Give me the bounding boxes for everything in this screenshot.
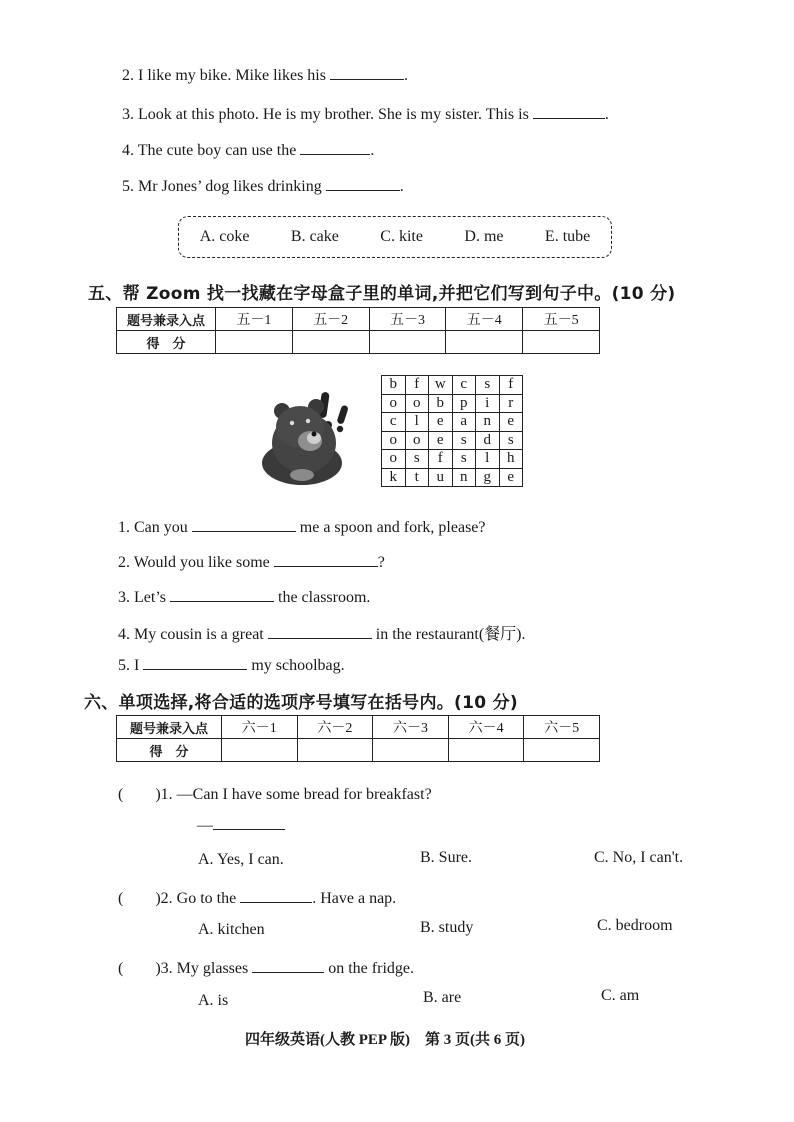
item-text: I [134,657,140,674]
item-punct: . [399,178,404,195]
letter-grid [381,375,523,487]
score-col-2: 六－2 [297,716,373,739]
question-text: . Have a nap. [312,890,397,907]
item-text: my schoolbag. [251,657,345,674]
s6-q1-reply [197,815,285,835]
grid-cell[interactable]: s [499,431,523,450]
item-number: 4. [118,626,130,643]
q1-choice-a[interactable]: A. Yes, I can. [198,851,284,868]
question-number: 3. [160,960,173,977]
item-text: the classroom. [278,589,371,606]
section6-score-table [116,715,600,762]
grid-cell[interactable]: w [429,376,453,395]
grid-cell[interactable]: h [499,450,523,469]
grid-cell[interactable]: o [405,394,429,413]
answer-parentheses[interactable]: ( ) [118,786,161,803]
answer-blank[interactable] [274,552,378,567]
item-text: Mr Jones’ dog likes drinking [138,178,322,195]
answer-blank[interactable] [300,140,370,155]
item-text: I like my bike. Mike likes his [138,67,326,84]
answer-blank[interactable] [326,176,400,191]
grid-cell[interactable]: s [452,431,476,450]
s6-question-2 [118,885,396,908]
item-number: 3. [118,589,130,606]
item-number: 4. [122,142,134,159]
question-text: on the fridge. [328,960,414,977]
grid-cell[interactable]: g [476,468,500,487]
score-cell[interactable] [369,331,446,354]
item-punct: ? [377,554,385,571]
item-punct: . [604,106,609,123]
item-number: 3. [122,106,134,123]
answer-blank[interactable] [143,655,247,670]
item-text: My cousin is a great [134,626,264,643]
grid-cell[interactable]: k [382,468,406,487]
item-punct: . [370,142,375,159]
grid-cell[interactable]: o [382,450,406,469]
grid-cell[interactable]: o [382,431,406,450]
section6-heading: 六、单项选择,将合适的选项序号填写在括号内。(10 分) [84,693,518,713]
item-number: 2. [118,554,130,571]
item-number: 1. [118,519,130,536]
score-cell[interactable] [523,331,600,354]
s5-item-5 [118,655,345,675]
item-punct: . [403,67,408,84]
answer-blank[interactable] [252,958,324,973]
score-col-5: 五－5 [523,308,600,331]
page-footer: 四年级英语(人教 PEP 版) 第 3 页(共 6 页) [245,1032,525,1048]
q2-choice-b[interactable]: B. study [420,919,474,936]
s5-item-1 [118,517,486,537]
score-col-3: 五－3 [369,308,446,331]
score-cell[interactable] [297,739,373,762]
s5-item-3 [118,587,370,607]
score-col-4: 六－4 [448,716,524,739]
q1-choice-c[interactable]: C. No, I can't. [594,849,684,866]
question-number: 1. [160,786,173,803]
option-c: C. kite [380,228,423,245]
q2-choice-a[interactable]: A. kitchen [198,921,265,938]
score-cell[interactable] [222,739,298,762]
question-text: Go to the [176,890,237,907]
score-cell[interactable] [446,331,523,354]
item-text: Would you like some [133,554,270,571]
s4-item-2 [122,65,408,85]
grid-cell[interactable]: c [382,413,406,432]
score-header-label: 题号兼录入点 [117,308,216,331]
s5-item-4 [118,621,525,644]
option-b: B. cake [290,228,339,245]
item-number: 5. [122,178,134,195]
answer-blank[interactable] [170,587,274,602]
grid-cell[interactable]: b [382,376,406,395]
s6-question-1 [118,781,432,804]
item-number: 2. [122,67,134,84]
s4-item-4 [122,140,374,160]
grid-cell[interactable]: d [476,431,500,450]
item-text: Can you [134,519,188,536]
grid-cell[interactable]: o [405,431,429,450]
section5-score-table [116,307,600,354]
score-cell[interactable] [292,331,369,354]
grid-cell[interactable]: e [499,413,523,432]
score-cell[interactable] [373,739,449,762]
score-header-label: 题号兼录入点 [117,716,222,739]
option-e: E. tube [544,228,591,245]
grid-cell[interactable]: e [429,431,453,450]
grid-cell[interactable]: s [405,450,429,469]
answer-parentheses[interactable]: ( ) [118,960,161,977]
grid-cell[interactable]: n [452,468,476,487]
answer-blank[interactable] [330,65,404,80]
item-number: 5. [118,657,130,674]
score-col-1: 五－1 [216,308,293,331]
grid-cell[interactable]: o [382,394,406,413]
score-col-1: 六－1 [222,716,298,739]
question-text: My glasses [176,960,249,977]
question-number: 2. [160,890,173,907]
s4-item-3 [122,104,609,124]
s6-question-3 [118,955,414,978]
q2-choice-c[interactable]: C. bedroom [597,917,673,934]
item-text: Look at this photo. He is my brother. She is my sister. This is [138,106,529,123]
option-d: D. me [464,228,504,245]
answer-blank[interactable] [268,624,372,639]
q3-choice-a[interactable]: A. is [198,992,229,1009]
grid-cell[interactable]: f [499,376,523,395]
score-col-2: 五－2 [292,308,369,331]
score-cell[interactable] [216,331,293,354]
score-label: 得 分 [117,331,216,354]
answer-parentheses[interactable]: ( ) [118,890,161,907]
item-text: me a spoon and fork, please? [299,519,486,536]
score-col-5: 六－5 [524,716,600,739]
grid-cell[interactable]: n [476,413,500,432]
score-col-3: 六－3 [373,716,449,739]
option-a: A. coke [199,228,250,245]
grid-cell[interactable]: u [429,468,453,487]
score-cell[interactable] [448,739,524,762]
q1-choice-b[interactable]: B. Sure. [420,849,472,866]
answer-blank[interactable] [533,104,605,119]
item-text: The cute boy can use the [137,142,297,159]
grid-cell[interactable]: s [476,376,500,395]
score-col-4: 五－4 [446,308,523,331]
grid-cell[interactable]: t [405,468,429,487]
score-cell[interactable] [524,739,600,762]
answer-blank[interactable] [240,888,312,903]
bear-illustration [258,385,354,487]
grid-cell[interactable]: l [476,450,500,469]
grid-cell[interactable]: e [499,468,523,487]
question-text: —Can I have some bread for breakfast? [176,786,432,803]
reply-dash: — [197,817,213,834]
score-label: 得 分 [117,739,222,762]
q3-choice-b[interactable]: B. are [423,989,462,1006]
item-text: Let’s [134,589,166,606]
answer-blank[interactable] [192,517,296,532]
item-text: in the restaurant(餐厅). [375,626,526,643]
grid-cell[interactable]: l [405,413,429,432]
grid-cell[interactable]: i [476,394,500,413]
q3-choice-c[interactable]: C. am [601,987,640,1004]
answer-blank[interactable] [213,815,285,830]
word-options-box [178,216,612,258]
grid-cell[interactable]: a [452,413,476,432]
grid-cell[interactable]: s [452,450,476,469]
s5-item-2 [118,552,385,572]
grid-cell[interactable]: p [452,394,476,413]
grid-cell[interactable]: c [452,376,476,395]
s4-item-5 [122,176,404,196]
grid-cell[interactable]: e [429,413,453,432]
grid-cell[interactable]: f [429,450,453,469]
grid-cell[interactable]: f [405,376,429,395]
grid-cell[interactable]: b [429,394,453,413]
section5-heading: 五、帮 Zoom 找一找藏在字母盒子里的单词,并把它们写到句子中。(10 分) [88,284,676,304]
grid-cell[interactable]: r [499,394,523,413]
